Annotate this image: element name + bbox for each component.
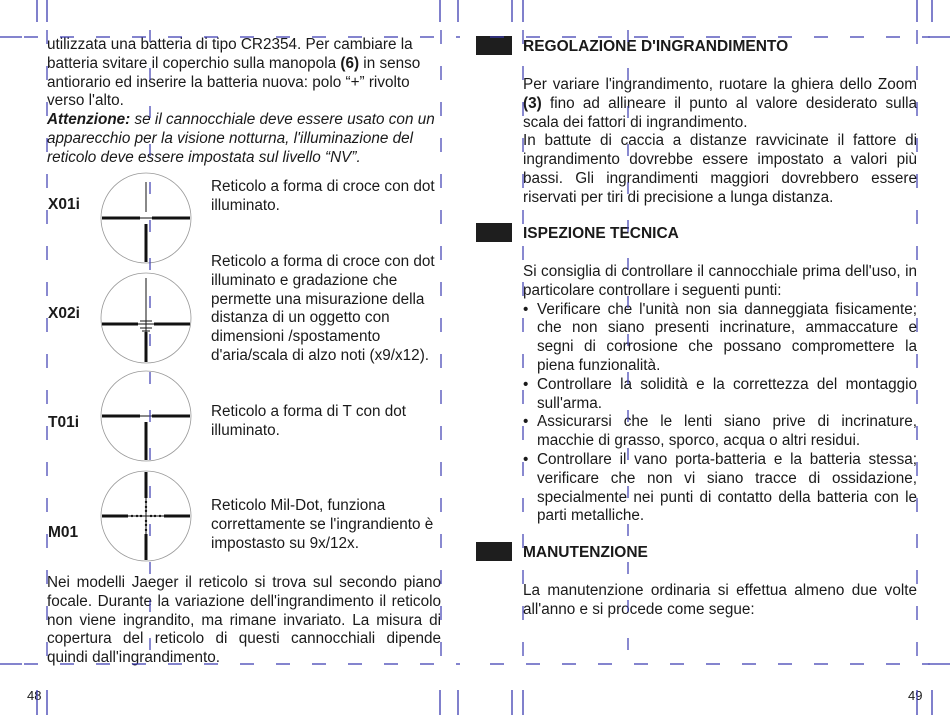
list-item: • Controllare la solidità e la correttezza del montaggio sull'arma. [523,376,917,414]
inspection-text [523,263,917,526]
reticle-desc-x02i: Reticolo a forma di croce con dot illuminato e gradazione che permette una misurazione della distanza di un oggetto con dimensioni /spostamento d'aria/scala di alzo noti (x9/x12). [211,253,435,364]
reticle-desc-m01: Reticolo Mil-Dot, funziona correttamente se l'ingrandiento è impostasto su 9x/12x. [211,497,434,552]
heading-bar-zoom [476,36,512,55]
reticle-code-x02i: X02i [48,305,80,322]
zoom-text [523,76,917,208]
reticle-code-t01i: T01i [48,414,80,431]
zoom-p2: In battute di caccia a distanze ravvicinate il fattore di ingrandimento dovrebbe essere impostato a valori più bassi. Gli ingrandimenti maggiori dovrebbero essere riservati per tiri di precisione a lunga distanza. [523,132,917,206]
reticle-code-m01: M01 [48,524,79,541]
reticle-m01-icon [100,470,192,562]
list-item: • Assicurarsi che le lenti siano prive di incrinature, macchie di grasso, sporco, acqua o altri residui. [523,413,917,451]
closing-paragraph: Nei modelli Jaeger il reticolo si trova sul secondo piano focale. Durante la variazione dell'ingrandimento il reticolo non viene ingrandito, ma rimane invariato. La misura di copertura del reticolo di questi cannocchiali dipende quindi dall'ingrandimento. [47,574,441,667]
reticle-x02i-icon [100,272,192,364]
list-item: • Verificare che l'unità non sia danneggiata fisicamente; che non siano presenti incrinature, ammaccature e segni di corrosione che possano compromettere la piena funzionalità. [523,301,917,376]
attention-note: Attenzione: se il cannocchiale deve essere usato con un apparecchio per la visione notturna, l'illuminazione del reticolo deve essere impostata sul livello “NV”. [47,111,435,166]
page-number-right: 49 [908,688,923,703]
attention-label: Attenzione: [47,111,131,129]
intro-paragraph [47,36,441,168]
heading-bar-inspection [476,223,512,242]
intro-line-2: batteria svitare il coperchio sulla manopola (6) in senso [47,54,421,72]
reticle-x01i-icon [100,172,192,264]
maintenance-text: La manutenzione ordinaria si effettua almeno due volte all'anno e si procede come segue: [523,582,917,618]
page-number-left: 48 [27,688,42,703]
reticle-desc-x01i: Reticolo a forma di croce con dot illuminato. [211,178,435,214]
intro-line-4: verso l'alto. [47,92,124,110]
heading-bar-maintenance [476,542,512,561]
heading-inspection: ISPEZIONE TECNICA [523,225,679,242]
zoom-p1: Per variare l'ingrandimento, ruotare la ghiera dello Zoom (3) fino ad allineare il punto al valore desiderato sulla scala dei fattori di ingrandimento. [523,76,917,131]
manopola-ref: (6) [340,54,360,72]
heading-maintenance: MANUTENZIONE [523,544,648,561]
reticle-code-x01i: X01i [48,196,80,213]
heading-zoom: REGOLAZIONE D'INGRANDIMENTO [523,38,789,55]
reticle-desc-t01i: Reticolo a forma di T con dot illuminato. [211,403,406,439]
intro-line-3: antiorario ed inserire la batteria nuova: polo “+” rivolto [47,73,410,91]
list-item: • Controllare il vano porta-batteria e la batteria stessa; verificare che non vi siano tracce di ossidazione, specialmente nei punti di contatto della batteria con le parti metalliche. [523,451,917,526]
intro-line-1: utilizzata una batteria di tipo CR2354. Per cambiare la [47,36,413,53]
inspection-list [523,301,917,527]
reticle-t01i-icon [100,370,192,462]
inspection-p1: Si consiglia di controllare il cannocchiale prima dell'uso, in particolare controllare i seguenti punti: [523,263,917,299]
zoom-ref: (3) [523,94,542,112]
